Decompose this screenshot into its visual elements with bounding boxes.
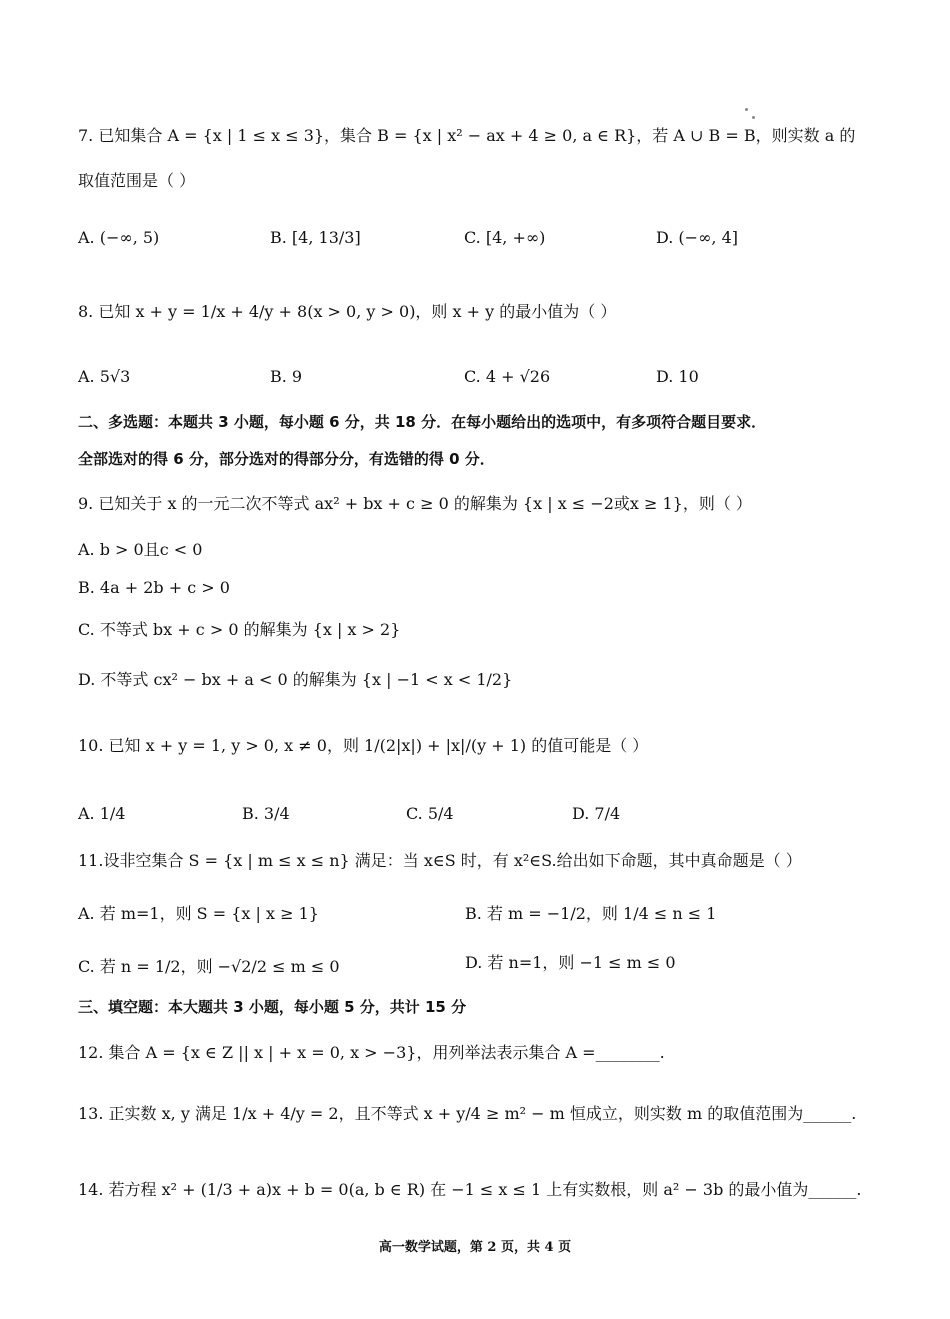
scan-speck	[752, 116, 755, 119]
q11-option-d: D. 若 n=1，则 −1 ≤ m ≤ 0	[465, 953, 676, 972]
q8-option-c: C. 4 + √26	[464, 367, 551, 386]
q7-option-c: C. [4, +∞)	[464, 228, 546, 247]
section2-heading-line1: 二、多选题：本题共 3 小题，每小题 6 分，共 18 分．在每小题给出的选项中，有多项符合题目要求．	[78, 413, 767, 431]
q8-stem: 8. 已知 x + y = 1/x + 4/y + 8(x > 0, y > 0)，则 x + y 的最小值为（ ）	[78, 302, 617, 321]
page-footer: 高一数学试题，第 2 页，共 4 页	[378, 1240, 572, 1255]
q13-stem: 13. 正实数 x, y 满足 1/x + 4/y = 2，且不等式 x + y/4 ≥ m² − m 恒成立，则实数 m 的取值范围为______.	[78, 1104, 857, 1123]
q7-stem-cont: 取值范围是（ ）	[78, 171, 196, 190]
q11-option-c: C. 若 n = 1/2，则 −√2/2 ≤ m ≤ 0	[78, 957, 340, 976]
q7-option-a: A. (−∞, 5)	[78, 228, 160, 247]
q9-option-a: A. b > 0且c < 0	[78, 540, 203, 559]
q12-stem: 12. 集合 A = {x ∈ Z || x | + x = 0, x > −3}，用列举法表示集合 A =________.	[78, 1043, 665, 1062]
q14-stem: 14. 若方程 x² + (1/3 + a)x + b = 0(a, b ∈ R) 在 −1 ≤ x ≤ 1 上有实数根，则 a² − 3b 的最小值为______.	[78, 1180, 862, 1199]
q9-option-b: B. 4a + 2b + c > 0	[78, 578, 230, 597]
q10-option-d: D. 7/4	[572, 804, 621, 823]
q7-stem: 7. 已知集合 A = {x | 1 ≤ x ≤ 3}，集合 B = {x | x² − ax + 4 ≥ 0, a ∈ R}，若 A ∪ B = B，则实数 a 的	[78, 126, 856, 145]
q8-option-a: A. 5√3	[78, 367, 131, 386]
q9-stem: 9. 已知关于 x 的一元二次不等式 ax² + bx + c ≥ 0 的解集为 {x | x ≤ −2或x ≥ 1}，则（ ）	[78, 494, 752, 513]
q9-option-d: D. 不等式 cx² − bx + a < 0 的解集为 {x | −1 < x < 1/2}	[78, 670, 513, 689]
q8-option-d: D. 10	[656, 367, 699, 386]
q7-option-d: D. (−∞, 4]	[656, 228, 738, 247]
q11-stem: 11.设非空集合 S = {x | m ≤ x ≤ n} 满足：当 x∈S 时，有 x²∈S.给出如下命题，其中真命题是（ ）	[78, 851, 802, 870]
q11-option-a: A. 若 m=1，则 S = {x | x ≥ 1}	[78, 904, 319, 923]
q10-option-b: B. 3/4	[242, 804, 290, 823]
section3-heading: 三、填空题：本大题共 3 小题，每小题 5 分，共计 15 分	[78, 998, 467, 1016]
q10-stem: 10. 已知 x + y = 1, y > 0, x ≠ 0，则 1/(2|x|) + |x|/(y + 1) 的值可能是（ ）	[78, 736, 649, 755]
q7-option-b: B. [4, 13/3]	[270, 228, 361, 247]
q11-option-b: B. 若 m = −1/2，则 1/4 ≤ n ≤ 1	[465, 904, 717, 923]
section2-heading-line2: 全部选对的得 6 分，部分选对的得部分分，有选错的得 0 分．	[78, 450, 495, 468]
q9-option-c: C. 不等式 bx + c > 0 的解集为 {x | x > 2}	[78, 620, 401, 639]
scan-speck	[745, 108, 748, 111]
q8-option-b: B. 9	[270, 367, 303, 386]
q10-option-c: C. 5/4	[406, 804, 454, 823]
q10-option-a: A. 1/4	[78, 804, 126, 823]
